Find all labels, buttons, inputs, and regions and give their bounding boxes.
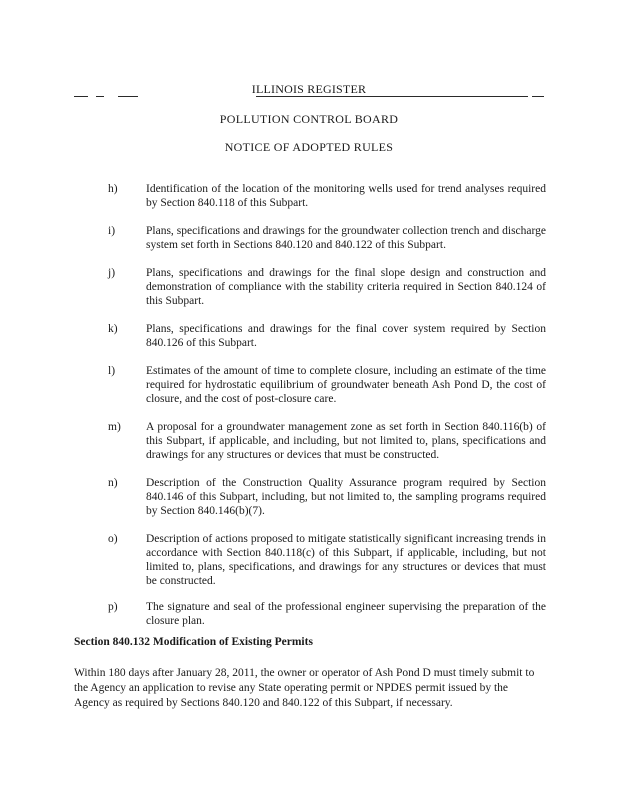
item-label-l: l) <box>108 365 116 377</box>
item-label-o: o) <box>108 533 118 545</box>
item-text-m: A proposal for a groundwater management zone as set forth in Section 840.116(b) of this Subpart, if applicable, and including, but not limited to, plans, specifications and drawings for any structures or devices that must be constructed. <box>146 421 546 461</box>
section-title: Section 840.132 Modification of Existing Permits <box>74 636 313 648</box>
item-text-k: Plans, specifications and drawings for the final cover system required by Section 840.126 of this Subpart. <box>146 323 546 349</box>
item-label-m: m) <box>108 421 121 433</box>
item-text-l: Estimates of the amount of time to complete closure, including an estimate of the time required for hydrostatic equilibrium of groundwater beneath Ash Pond D, the cost of closure, and the cost of post-closure care. <box>146 365 546 405</box>
item-text-j: Plans, specifications and drawings for the final slope design and construction and demonstration of compliance with the stability criteria required in Section 840.124 of this Subpart. <box>146 267 546 307</box>
register-title: ILLINOIS REGISTER <box>251 82 367 96</box>
item-label-n: n) <box>108 477 118 489</box>
item-label-j: j) <box>108 267 116 279</box>
notice-heading: NOTICE OF ADOPTED RULES <box>224 140 394 154</box>
item-text-o: Description of actions proposed to mitigate statistically significant increasing trends in accordance with Section 840.118(c) of this Subpart, if applicable, including, but not limited to, plans, specifications, and drawings for any structures or devices that must be constructed. <box>146 533 546 587</box>
section-body: Within 180 days after January 28, 2011, the owner or operator of Ash Pond D must timely submit to the Agency an application to revise any State operating permit or NPDES permit issued by the Agency as required by Sections 840.120 and 840.122 of this Subpart, if necessary. <box>74 667 535 709</box>
item-label-k: k) <box>108 323 118 335</box>
item-label-i: i) <box>108 225 116 237</box>
item-label-p: p) <box>108 601 118 613</box>
item-label-h: h) <box>108 183 118 195</box>
item-text-n: Description of the Construction Quality Assurance program required by Section 840.146 of this Subpart, including, but not limited to, the sampling programs required by Section 840.146(b)(7). <box>146 477 546 517</box>
item-text-p: The signature and seal of the professional engineer supervising the preparation of the closure plan. <box>146 601 546 627</box>
item-text-i: Plans, specifications and drawings for the groundwater collection trench and discharge system set forth in Sections 840.120 and 840.122 of this Subpart. <box>146 225 546 251</box>
item-text-h: Identification of the location of the monitoring wells used for trend analyses required by Section 840.118 of this Subpart. <box>146 183 546 209</box>
board-heading: POLLUTION CONTROL BOARD <box>219 112 399 126</box>
